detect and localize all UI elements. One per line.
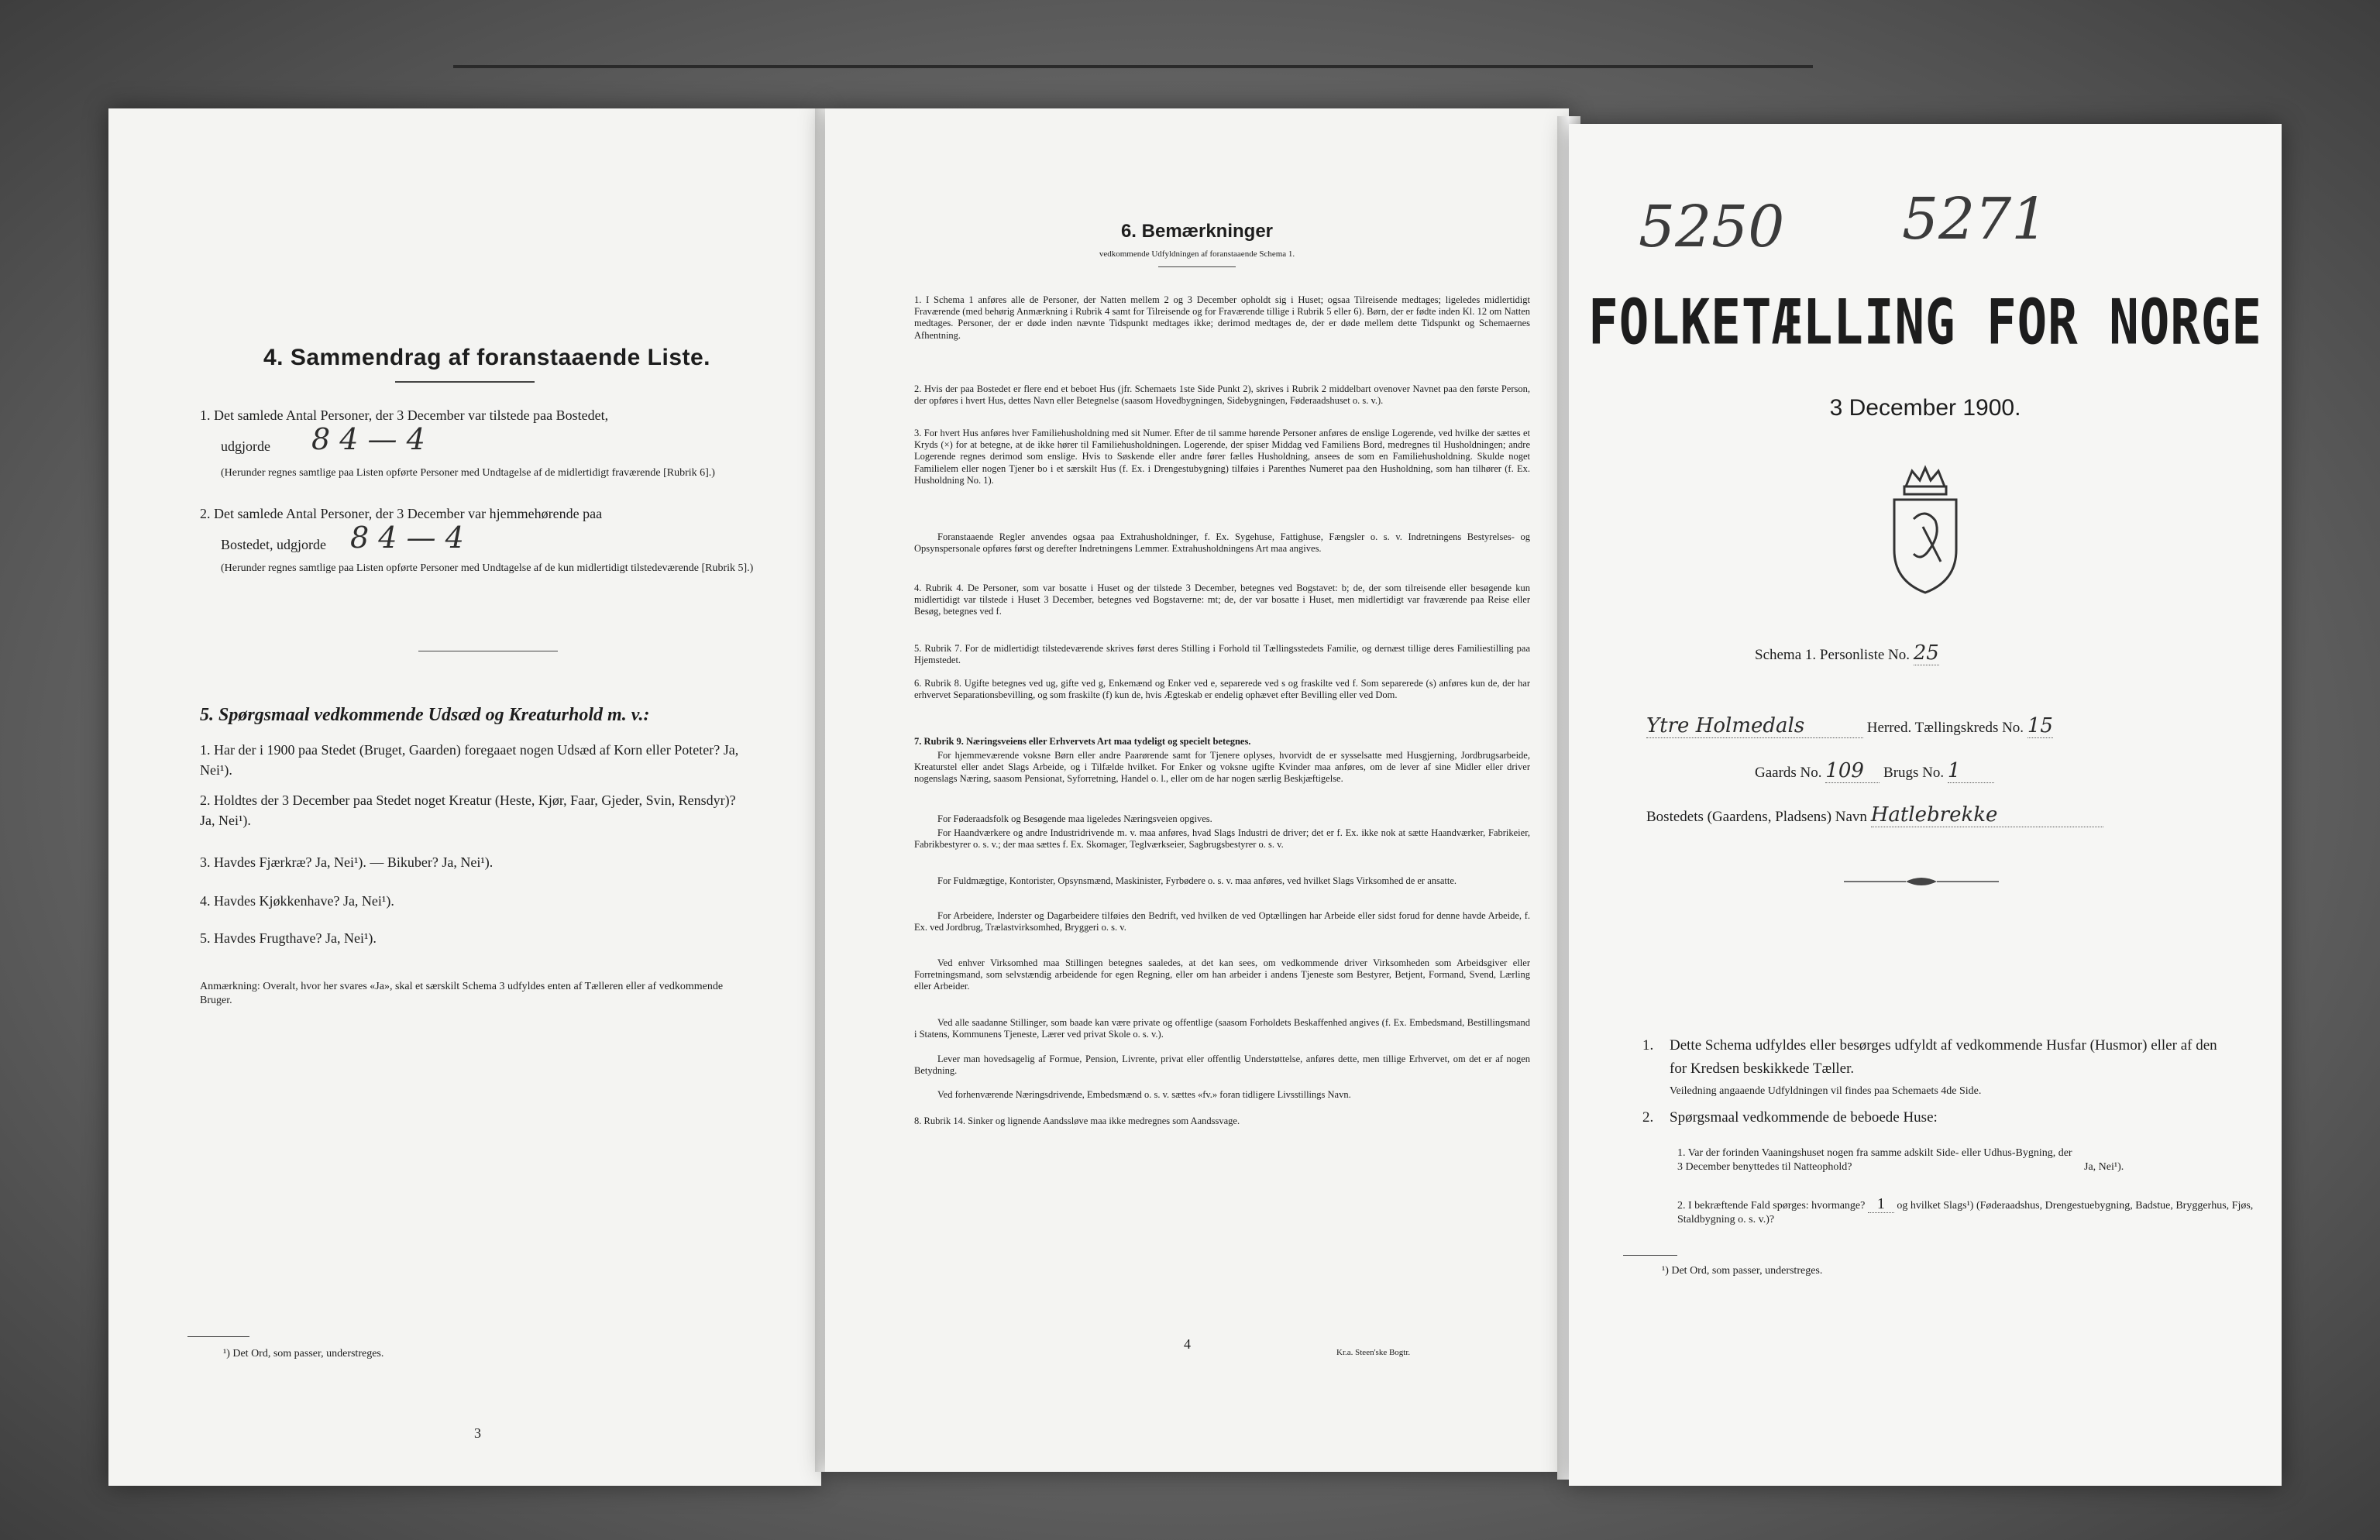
remark-1: 1. I Schema 1 anføres alle de Personer, der Natten mellem 2 og 3 December opholdt sig i Huset; ogsaa Tilreisende medtages; ligeledes midlertidigt Fraværende (med behørig Anmærkning i Rubrik 4 samt for Tilreisende og for Fraværende tillige i Rubrik 5 eller 6). Børn, der er fødte inden Kl. 12 om Natten medtages. Personer, der er døde inden nævnte Tidspunkt medtages ikke; derimod medtages de, der er døde mellem dette Tidspunkt og Schemaernes Afhentning. — [914, 294, 1530, 341]
remark-3-extra: Foranstaaende Regler anvendes ogsaa paa Extrahusholdninger, f. Ex. Sygehuse, Fattighuse, Fængsler o. s. v. Indretningens Bestyrelses- og Opsynspersonale opføres først og derefter Indretningens Lemmer. Extrahusholdningens Art maa angives. — [914, 531, 1530, 555]
bosted-line — [1646, 803, 2103, 827]
house-question-2-text: 2. I bekræftende Fald spørges: hvormange? — [1677, 1200, 1866, 1212]
taellingskreds-label: Tællingskreds No. — [1914, 720, 2024, 736]
remark-7-g: Ved alle saadanne Stillinger, som baade kan være private og offentlige (saasom Forholdets Beskaffenhed angives (f. Ex. Embedsmand, Bestillingsmand i Statens, Kommunens Tjeneste, Lærer ved privat Skole o. s. v.). — [914, 1017, 1530, 1040]
personliste-number[interactable]: 25 — [1913, 641, 1939, 665]
remarks-title: 6. Bemærkninger — [1120, 221, 1274, 242]
question-1: 1. Har der i 1900 paa Stedet (Bruget, Gaarden) foregaaet nogen Udsæd af Korn eller Poteter? Ja, Nei¹). — [200, 742, 739, 778]
summary-item-1-handwritten: 8 4 — 4 — [311, 422, 425, 456]
house-question-1-answer: Ja, Nei¹). — [2084, 1161, 2124, 1173]
brugs-label: Brugs No. — [1883, 765, 1945, 781]
inventory-number-1: 5250 — [1639, 194, 1785, 260]
remark-6: 6. Rubrik 8. Ugifte betegnes ved ug, gifte ved g, Enkemænd og Enker ved e, separerede ved s og fraskilte ved f. Som separerede (s) anføres kun de, der har erhvervet Separationsbevilling, og som fraskilte (f) kun de, hvis Ægteskab er endelig ophævet efter Bevilling eller ved Dom. — [914, 678, 1530, 701]
question-4: 4. Havdes Kjøkkenhave? Ja, Nei¹). — [200, 893, 394, 909]
remark-7-c: For Haandværkere og andre Industridrivende m. v. maa anføres, hvad Slags Industri de driver; det er f. Ex. ikke nok at sætte Haandværker, Fabrikeier, Fabrikbestyrer o. s. v.; der maa sættes f. Ex. Skomager, Teglværkseier, Sagbrugsbestyrer o. s. v. — [914, 827, 1530, 851]
census-date: 3 December 1900. — [1829, 395, 2021, 421]
house-count[interactable]: 1 — [1868, 1195, 1894, 1213]
remark-8: 8. Rubrik 14. Sinker og lignende Aandssløve maa ikke medregnes som Aandssvage. — [914, 1115, 1240, 1126]
question-3: 3. Havdes Fjærkræ? Ja, Nei¹). — Bikuber? Ja, Nei¹). — [200, 854, 494, 870]
item-1: Dette Schema udfyldes eller besørges udfyldt af vedkommende Husfar (Husmor) eller af den for Kredsen beskikkede Tæller. — [1670, 1037, 2217, 1077]
remark-7-a: For hjemmeværende voksne Børn eller andre Paarørende samt for Tjenere oplyses, hvorvidt de er sysselsatte med Husgjerning, Jordbrugsarbeide, Kreaturstel eller andet Slags Arbeide, og i Tilfælde hvilket. For Enker og voksne ugifte Kvinder maa anføres, om de lever af sine Midler eller driver nogenslags Næring, saasom Pensionat, Syforretning, Handel o. l., eller om de har nogen særlig Beskjæftigelse. — [914, 750, 1530, 785]
herred-line — [1646, 714, 2053, 738]
brugs-value[interactable]: 1 — [1948, 759, 1994, 783]
herred-label: Herred. — [1866, 720, 1912, 736]
schema-line — [1755, 641, 1939, 665]
section-4-title: 4. Sammendrag af foranstaaende Liste. — [263, 345, 711, 370]
remark-2: 2. Hvis der paa Bostedet er flere end et beboet Hus (jfr. Schemaets 1ste Side Punkt 2), skrives i Rubrik 2 middelbart ovenover Navnet paa den første Person, der opføres i hvert Hus, dettes Navn eller Betegnelse (saasom Hovedbygningen, Sidebygningen, Føderaadshuset o. s. v.). — [914, 383, 1530, 407]
footnote-rule — [187, 1336, 249, 1337]
footnote: ¹) Det Ord, som passer, understreges. — [1662, 1265, 1823, 1277]
schema-label: Schema 1. Personliste No. — [1755, 647, 1911, 663]
page-3-summary — [108, 108, 821, 1486]
page-4-remarks — [825, 108, 1569, 1472]
inventory-number-2: 5271 — [1902, 186, 2048, 253]
remark-7-i: Ved forhenværende Næringsdrivende, Embedsmænd o. s. v. sættes «fv.» foran tidligere Livsstillings Navn. — [937, 1089, 1351, 1100]
ornament-divider-icon — [1844, 874, 1999, 889]
footnote: ¹) Det Ord, som passer, understreges. — [223, 1348, 384, 1360]
remark-7-f: Ved enhver Virksomhed maa Stillingen betegnes saaledes, at det kan sees, om vedkommende driver Virksomheden som Arbeidsgiver eller Forretningsmand, som selvstændig arbeidende for egen Regning, eller om han arbeider i andens Tjeneste som Bestyrer, Betjent, Formand, Svend, Lærling eller Arbeider. — [914, 957, 1530, 992]
printer-mark: Kr.a. Steen'ske Bogtr. — [1336, 1348, 1411, 1357]
gaards-value[interactable]: 109 — [1825, 759, 1880, 783]
summary-item-1-note: (Herunder regnes samtlige paa Listen opførte Personer med Undtagelse af de midlertidigt fraværende [Rubrik 6].) — [221, 467, 715, 479]
footnote-rule — [1623, 1255, 1677, 1256]
house-question-2 — [1677, 1197, 2266, 1227]
summary-item-2-note: (Herunder regnes samtlige paa Listen opførte Personer med Undtagelse af de kun midlertidigt tilstedeværende [Rubrik 5].) — [221, 562, 754, 574]
remark-7-e: For Arbeidere, Inderster og Dagarbeidere tilføies den Bedrift, ved hvilken de ved Optællingen har Arbeide eller sidst forud for denne havde Arbeide, f. Ex. ved Jordbrug, Trælastvirksomhed, Bryggeri o. s. v. — [914, 910, 1530, 933]
cover-page — [1569, 124, 2282, 1486]
gaards-line — [1755, 759, 1994, 783]
question-5: 5. Havdes Frugthave? Ja, Nei¹). — [200, 930, 377, 946]
norwegian-coat-of-arms-icon — [1883, 465, 1968, 596]
herred-value[interactable]: Ytre Holmedals — [1646, 714, 1863, 738]
summary-item-1: 1. Det samlede Antal Personer, der 3 December var tilstede paa Bostedet, — [200, 407, 609, 423]
title-rule — [1158, 266, 1236, 267]
gaards-label: Gaards No. — [1755, 765, 1822, 781]
summary-item-1-label: udgjorde — [221, 438, 270, 454]
remark-7-h: Lever man hovedsagelig af Formue, Pension, Livrente, privat eller offentlig Understøttelse, anføres dette, men tillige Erhvervet, om det er af nogen Betydning. — [914, 1054, 1530, 1077]
item-1-note: Veiledning angaaende Udfyldningen vil findes paa Schemaets 4de Side. — [1670, 1085, 1982, 1097]
bosted-value[interactable]: Hatlebrekke — [1871, 803, 2103, 827]
remark-7-b: For Føderaadsfolk og Besøgende maa ligeledes Næringsveien opgives. — [937, 813, 1212, 824]
remark-note: Anmærkning: Overalt, hvor her svares «Ja», skal et særskilt Schema 3 udfyldes enten af Tælleren eller af vedkommende Bruger. — [200, 981, 724, 1006]
item-2-number: 2. — [1642, 1109, 1654, 1126]
summary-item-2: 2. Det samlede Antal Personer, der 3 December var hjemmehørende paa — [200, 506, 603, 521]
bosted-label: Bostedets (Gaardens, Pladsens) Navn — [1646, 809, 1867, 825]
title-rule — [395, 381, 535, 383]
census-title: FOLKETÆLLING FOR NORGE — [1588, 287, 2262, 359]
remark-7: 7. Rubrik 9. Næringsveiens eller Erhvervets Art maa tydeligt og specielt betegnes. — [914, 736, 1251, 747]
item-1-number: 1. — [1642, 1037, 1654, 1054]
taellingskreds-value[interactable]: 15 — [2027, 714, 2053, 737]
house-question-2-rest: og hvilket Slags¹) (Føderaadshus, Drengestuebygning, Badstue, Bryggerhus, Fjøs, Staldbygning o. s. v.)? — [1677, 1200, 2254, 1225]
remark-5: 5. Rubrik 7. For de midlertidigt tilstedeværende skrives først deres Stilling i Forhold til Tællingsstedets Familie, og dernæst tillige deres Familiestilling paa Hjemstedet. — [914, 643, 1530, 666]
page-number: 4 — [1184, 1336, 1191, 1352]
page-number: 3 — [474, 1425, 481, 1441]
remarks-subtitle: vedkommende Udfyldningen af foranstaaende Schema 1. — [1099, 249, 1295, 259]
remark-7-d: For Fuldmægtige, Kontorister, Opsynsmænd, Maskinister, Fyrbødere o. s. v. maa anføres, ved hvilket Slags Virksomhed de er ansatte. — [937, 875, 1457, 886]
summary-item-2-label: Bostedet, udgjorde — [221, 537, 326, 552]
house-question-1: 1. Var der forinden Vaaningshuset nogen fra samme adskilt Side- eller Udhus-Bygning, der 3 December benyttedes til Natteophold? — [1677, 1147, 2072, 1173]
remark-4: 4. Rubrik 4. De Personer, som var bosatte i Huset og der tilstede 3 December, betegnes ved Bogstavet: b; de, der som tilreisende eller besøgende kun midlertidigt var tilstede i Huset 3 December, betegnes ved Bogstaverne: mt; de, der var bosatte i Huset, men midlertidigt var fraværende paa Reise eller Besøg, betegnes ved f. — [914, 583, 1530, 617]
summary-item-2-handwritten: 8 4 — 4 — [350, 521, 464, 555]
scanner-edge-line — [453, 65, 1813, 68]
section-5-title: 5. Spørgsmaal vedkommende Udsæd og Kreaturhold m. v.: — [200, 705, 650, 725]
question-2: 2. Holdtes der 3 December paa Stedet noget Kreatur (Heste, Kjør, Faar, Gjeder, Svin, Rensdyr)? Ja, Nei¹). — [200, 792, 736, 828]
remark-3: 3. For hvert Hus anføres hver Familiehusholdning med sit Numer. Efter de til samme hørende Personer anføres de enslige Logerende, ved hvilke der sættes et Kryds (×) for at betegne, at de ikke hører til Familiehusholdningen. Logerende, der spiser Middag ved Familiens Bord, medregnes til Husholdningen; andre Logerende regnes derimod som enslige. Hvis to Søskende eller andre fører fælles Husholdning, ansees de som en Familiehusholdning. Skulde noget Familielem eller nogen Tjener bo i et særskilt Hus (f. Ex. i Drengestubygning) tilføies i Parenthes Numeret paa den Husholdning, som han tilhører (f. Ex. Husholdning No. 1). — [914, 428, 1530, 486]
item-2: Spørgsmaal vedkommende de beboede Huse: — [1670, 1109, 1938, 1126]
